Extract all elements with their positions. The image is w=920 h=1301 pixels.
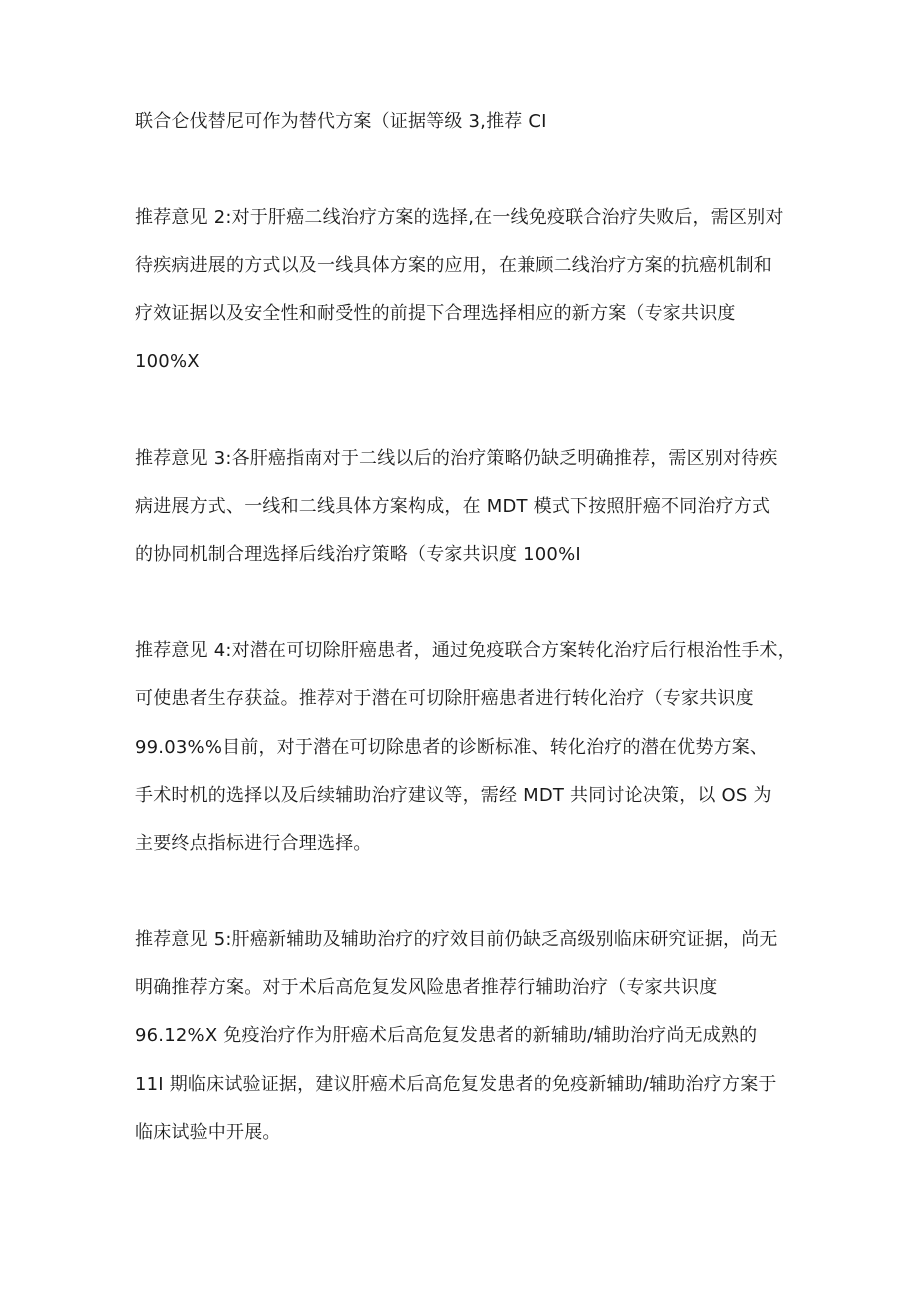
text-line: 100%X [135, 351, 200, 372]
text-line: 96.12%X 免疫治疗作为肝癌术后高危复发患者的新辅助/辅助治疗尚无成熟的 [135, 1025, 758, 1046]
text-line: 主要终点指标进行合理选择。 [135, 833, 372, 854]
text-line: 可使患者生存获益。推荐对于潜在可切除肝癌患者进行转化治疗（专家共识度 [135, 688, 754, 709]
text-line: 推荐意见 2:对于肝癌二线治疗方案的选择,在一线免疫联合治疗失败后，需区别对 [135, 207, 784, 228]
text-line: 疗效证据以及安全性和耐受性的前提下合理选择相应的新方案（专家共识度 [135, 303, 736, 324]
text-line: 病进展方式、一线和二线具体方案构成，在 MDT 模式下按照肝癌不同治疗方式 [135, 496, 771, 517]
text-line: 的协同机制合理选择后线治疗策略（专家共识度 100%I [135, 544, 581, 565]
text-line: 11I 期临床试验证据，建议肝癌术后高危复发患者的免疫新辅助/辅助治疗方案于 [135, 1074, 777, 1095]
text-line: 推荐意见 4:对潜在可切除肝癌患者，通过免疫联合方案转化治疗后行根治性手术， [135, 640, 796, 661]
text-line: 推荐意见 3:各肝癌指南对于二线以后的治疗策略仍缺乏明确推荐，需区别对待疾 [135, 448, 778, 469]
text-line: 待疾病进展的方式以及一线具体方案的应用，在兼顾二线治疗方案的抗癌机制和 [135, 255, 772, 276]
text-line: 99.03%%目前，对于潜在可切除患者的诊断标准、转化治疗的潜在优势方案、 [135, 737, 769, 758]
text-line: 明确推荐方案。对于术后高危复发风险患者推荐行辅助治疗（专家共识度 [135, 977, 718, 998]
text-line: 联合仑伐替尼可作为替代方案（证据等级 3,推荐 CI [135, 111, 547, 132]
text-line: 临床试验中开展。 [135, 1122, 281, 1143]
text-line: 推荐意见 5:肝癌新辅助及辅助治疗的疗效目前仍缺乏高级别临床研究证据，尚无 [135, 929, 778, 950]
text-line: 手术时机的选择以及后续辅助治疗建议等，需经 MDT 共同讨论决策，以 OS 为 [135, 785, 772, 806]
